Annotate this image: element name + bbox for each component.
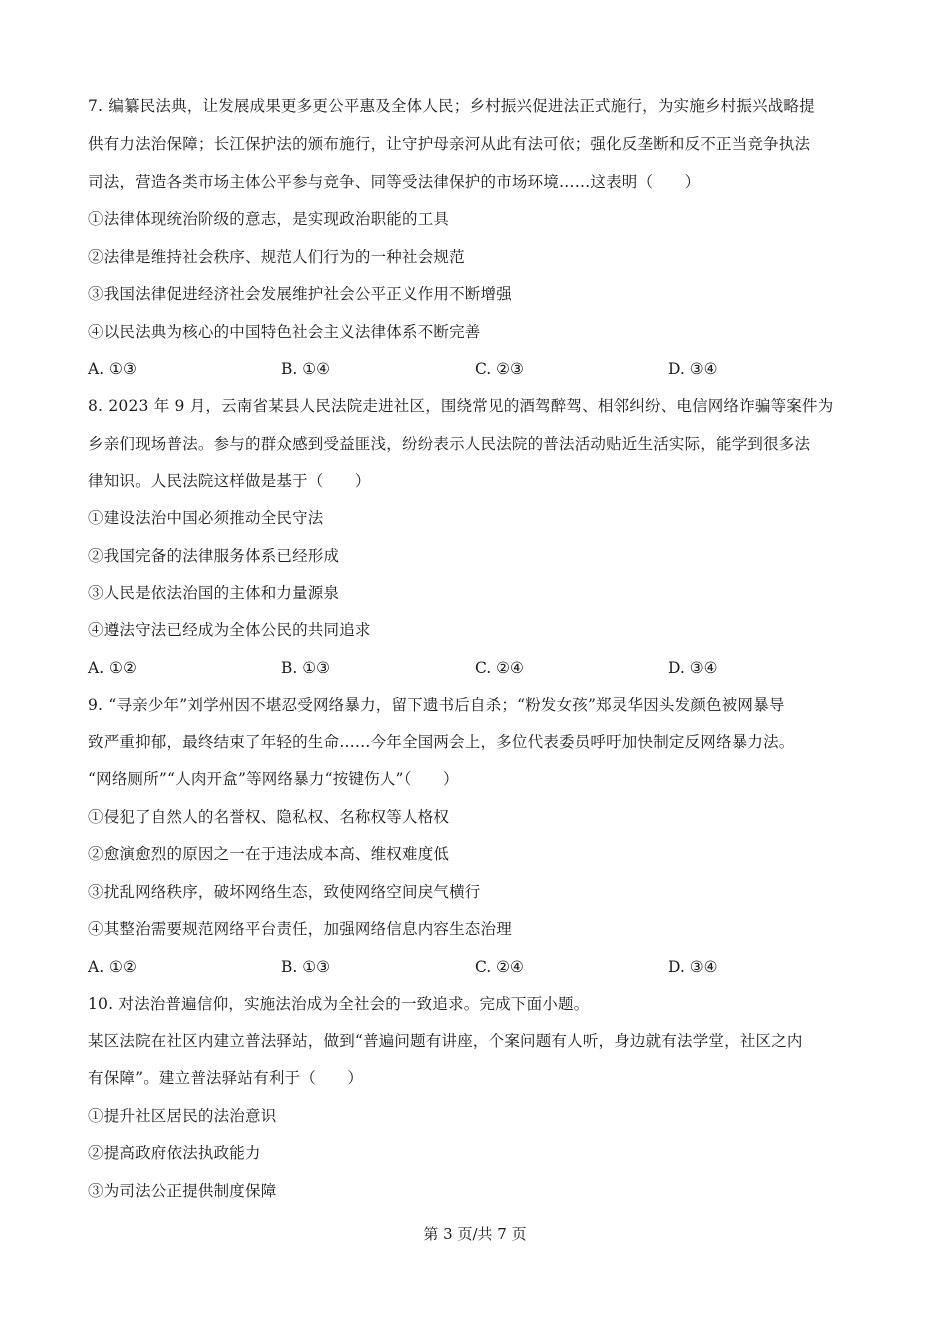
q8-item-1: ①建设法治中国必须推动全民守法 bbox=[88, 509, 324, 527]
q9-item-2: ②愈演愈烈的原因之一在于违法成本高、维权难度低 bbox=[88, 845, 450, 863]
q9-stem-line-3: “网络厕所”“人肉开盒”等网络暴力“按键伤人”（ ） bbox=[88, 770, 459, 788]
q7-option-d[interactable]: D. ③④ bbox=[668, 360, 718, 378]
q7-option-a[interactable]: A. ①③ bbox=[88, 360, 137, 378]
q7-stem-line-2: 供有力法治保障；长江保护法的颁布施行，让守护母亲河从此有法可依；强化反垄断和反不正当竞争执法 bbox=[88, 135, 811, 153]
q8-item-4: ④遵法守法已经成为全体公民的共同追求 bbox=[88, 621, 371, 639]
q10-item-2: ②提高政府依法执政能力 bbox=[88, 1144, 261, 1162]
q7-stem-line-3: 司法，营造各类市场主体公平参与竞争、同等受法律保护的市场环境……这表明（ ） bbox=[88, 173, 701, 191]
q8-option-a[interactable]: A. ①② bbox=[88, 659, 137, 677]
q8-item-3: ③人民是依法治国的主体和力量源泉 bbox=[88, 584, 340, 602]
q8-option-d[interactable]: D. ③④ bbox=[668, 659, 718, 677]
q10-stem-line-2: 某区法院在社区内建立普法驿站，做到“普遍问题有讲座，个案问题有人听，身边就有法学堂，社区之内 bbox=[88, 1032, 803, 1050]
q10-stem-line-1: 10. 对法治普遍信仰，实施法治成为全社会的一致追求。完成下面小题。 bbox=[88, 995, 590, 1013]
q9-item-3: ③扰乱网络秩序，破坏网络生态，致使网络空间戾气横行 bbox=[88, 883, 481, 901]
q7-option-b[interactable]: B. ①④ bbox=[281, 360, 331, 378]
q10-item-1: ①提升社区居民的法治意识 bbox=[88, 1107, 277, 1125]
q8-option-b[interactable]: B. ①③ bbox=[281, 659, 331, 677]
q9-stem-line-2: 致严重抑郁，最终结束了年轻的生命……今年全国两会上，多位代表委员呼吁加快制定反网络暴力法。 bbox=[88, 733, 795, 751]
q8-stem-line-2: 乡亲们现场普法。参与的群众感到受益匪浅，纷纷表示人民法院的普法活动贴近生活实际，能学到很多法 bbox=[88, 435, 811, 453]
q7-item-3: ③我国法律促进经济社会发展维护社会公平正义作用不断增强 bbox=[88, 285, 512, 303]
q10-item-3: ③为司法公正提供制度保障 bbox=[88, 1182, 277, 1200]
q8-stem-line-3: 律知识。人民法院这样做是基于（ ） bbox=[88, 472, 371, 490]
q9-item-1: ①侵犯了自然人的名誉权、隐私权、名称权等人格权 bbox=[88, 808, 450, 826]
q9-option-b[interactable]: B. ①③ bbox=[281, 958, 331, 976]
q9-stem-line-1: 9. “寻亲少年”刘学州因不堪忍受网络暴力，留下遗书后自杀；“粉发女孩”郑灵华因头发颜色被网暴导 bbox=[88, 696, 785, 714]
q7-stem-line-1: 7. 编纂民法典，让发展成果更多更公平惠及全体人民；乡村振兴促进法正式施行，为实施乡村振兴战略提 bbox=[88, 97, 815, 115]
q9-option-c[interactable]: C. ②④ bbox=[475, 958, 524, 976]
q7-item-1: ①法律体现统治阶级的意志，是实现政治职能的工具 bbox=[88, 210, 450, 228]
q8-item-2: ②我国完备的法律服务体系已经形成 bbox=[88, 547, 340, 565]
q10-stem-line-3: 有保障”。建立普法驿站有利于（ ） bbox=[88, 1069, 364, 1087]
q9-option-a[interactable]: A. ①② bbox=[88, 958, 137, 976]
q8-stem-line-1: 8. 2023 年 9 月，云南省某县人民法院走进社区，围绕常见的酒驾醉驾、相邻纠纷、电信网络诈骗等案件为 bbox=[88, 397, 834, 415]
page-number-footer: 第 3 页/共 7 页 bbox=[423, 1225, 527, 1243]
q7-option-c[interactable]: C. ②③ bbox=[475, 360, 524, 378]
q8-option-c[interactable]: C. ②④ bbox=[475, 659, 524, 677]
q7-item-2: ②法律是维持社会秩序、规范人们行为的一种社会规范 bbox=[88, 248, 465, 266]
q7-item-4: ④以民法典为核心的中国特色社会主义法律体系不断完善 bbox=[88, 323, 481, 341]
q9-option-d[interactable]: D. ③④ bbox=[668, 958, 718, 976]
q9-item-4: ④其整治需要规范网络平台责任，加强网络信息内容生态治理 bbox=[88, 920, 512, 938]
